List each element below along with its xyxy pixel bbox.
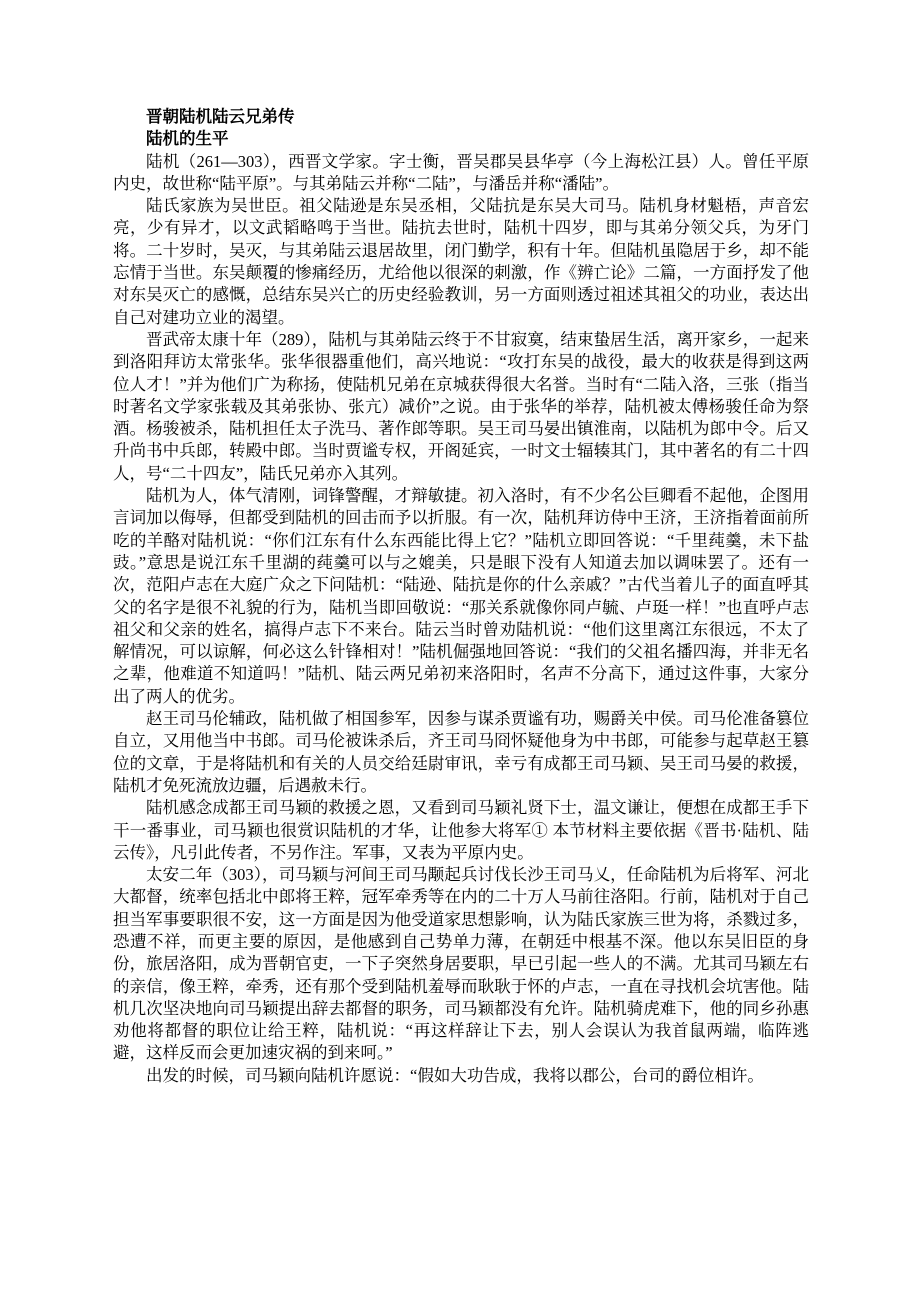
- paragraph-sima-lun: 赵王司马伦辅政，陆机做了相国参军，因参与谋杀贾谧有功，赐爵关中侯。司马伦准备篡位自立，又用他当中书郎。司马伦被诛杀后，齐王司马冏怀疑他身为中书郎，可能参与起草赵王篡位的文章，于是将陆机和有关的人员交给廷尉审讯，幸亏有成都王司马颖、吴王司马晏的救援，陆机才免死流放边疆，后遇赦未行。: [113, 709, 809, 795]
- paragraph-taian-campaign: 太安二年（303），司马颖与河间王司马颙起兵讨伐长沙王司马乂，任命陆机为后将军、河北大都督，统率包括北中郎将王粹，冠军牵秀等在内的二十万人马前往洛阳。行前，陆机对于自己担当军事要职很不安，这一方面是因为他受道家思想影响，认为陆氏家族三世为将，杀戮过多，恐遭不祥，而更主要的原因，是他感到自己势单力薄，在朝廷中根基不深。他以东吴旧臣的身份，旅居洛阳，成为晋朝官吏，一下子突然身居要职，早已引起一些人的不满。尤其司马颖左右的亲信，像王粹，牵秀，还有那个受到陆机羞辱而耿耿于怀的卢志，一直在寻找机会坑害他。陆机几次坚决地向司马颖提出辞去都督的职务，司马颖都没有允许。陆机骑虎难下，他的同乡孙惠劝他将都督的职位让给王粹，陆机说：“再这样辞让下去，别人会误认为我首鼠两端，临阵逃避，这样反而会更加速灾祸的到来呵。”: [113, 865, 809, 1063]
- paragraph-arrival-luoyang: 晋武帝太康十年（289），陆机与其弟陆云终于不甘寂寞，结束蛰居生活，离开家乡，一起来到洛阳拜访太常张华。张华很器重他们，高兴地说：“攻打东吴的战役，最大的收获是得到这两位人才！”并为他们广为称扬，使陆机兄弟在京城获得很大名誉。当时有“二陆入洛，三张（指当时著名文学家张载及其弟张协、张亢）减价”之说。由于张华的举荐，陆机被太傅杨骏任命为祭酒。杨骏被杀，陆机担任太子洗马、著作郎等职。吴王司马晏出镇淮南，以陆机为郎中令。后又升尚书中兵郎，转殿中郎。当时贾谧专权，开阁延宾，一时文士辐辏其门，其中著名的有二十四人，号“二十四友”，陆氏兄弟亦入其列。: [113, 329, 809, 483]
- paragraph-departure-promise: 出发的时候，司马颖向陆机许愿说：“假如大功告成，我将以郡公，台司的爵位相许。: [146, 1065, 764, 1085]
- document-title: 晋朝陆机陆云兄弟传: [146, 107, 295, 126]
- paragraph-intro: 陆机（261—303），西晋文学家。字士衡，晋吴郡吴县华亭（今上海松江县）人。曾任平原内史，故世称“陆平原”。与其弟陆云并称“二陆”，与潘岳并称“潘陆”。: [113, 151, 809, 193]
- paragraph-sima-ying-gratitude: 陆机感念成都王司马颖的救援之恩，又看到司马颖礼贤下士，温文谦让，便想在成都王手下干一番事业，司马颖也很赏识陆机的才华，让他参大将军① 本节材料主要依据《晋书·陆机、陆云传》，凡引此传者，不另作注。军事，又表为平原内史。: [113, 798, 809, 862]
- document-content: [113, 106, 809, 1087]
- paragraph-family-background: 陆氏家族为吴世臣。祖父陆逊是东吴丞相，父陆抗是东吴大司马。陆机身材魁梧，声音宏亮，少有异才，以文武韬略鸣于当世。陆抗去世时，陆机十四岁，即与其弟分领父兵，为牙门将。二十岁时，吴灭，与其弟陆云退居故里，闭门勤学，积有十年。但陆机虽隐居于乡，却不能忘情于当世。东吴颠覆的惨痛经历，尤给他以很深的刺激，作《辨亡论》二篇，一方面抒发了他对东吴灭亡的感慨，总结东吴兴亡的历史经验教训，另一方面则透过祖述其祖父的功业，表达出自己对建功立业的渴望。: [113, 196, 809, 327]
- document-subtitle: 陆机的生平: [146, 129, 229, 149]
- paragraph-character-anecdotes: 陆机为人，体气清刚，词锋警醒，才辩敏捷。初入洛时，有不少名公巨卿看不起他，企图用言词加以侮辱，但都受到陆机的回击而予以折服。有一次，陆机拜访侍中王济，王济指着面前所吃的羊酪对陆机说：“你们江东有什么东西能比得上它？”陆机立即回答说：“千里莼羹，未下盐豉。”意思是说江东千里湖的莼羹可以与之媲美，只是眼下没有人知道去加以调味罢了。还有一次，范阳卢志在大庭广众之下问陆机：“陆逊、陆抗是你的什么亲戚？”古代当着儿子的面直呼其父的名字是很不礼貌的行为，陆机当即回敬说：“那关系就像你同卢毓、卢珽一样！”也直呼卢志祖父和父亲的姓名，搞得卢志下不来台。陆云当时曾劝陆机说：“他们这里离江东很远，不太了解情况，可以谅解，何必这么针锋相对！”陆机倔强地回答说：“我们的父祖名播四海，并非无名之辈，他难道不知道吗！”陆机、陆云两兄弟初来洛阳时，名声不分高下，通过这件事，大家分出了两人的优劣。: [113, 486, 809, 706]
